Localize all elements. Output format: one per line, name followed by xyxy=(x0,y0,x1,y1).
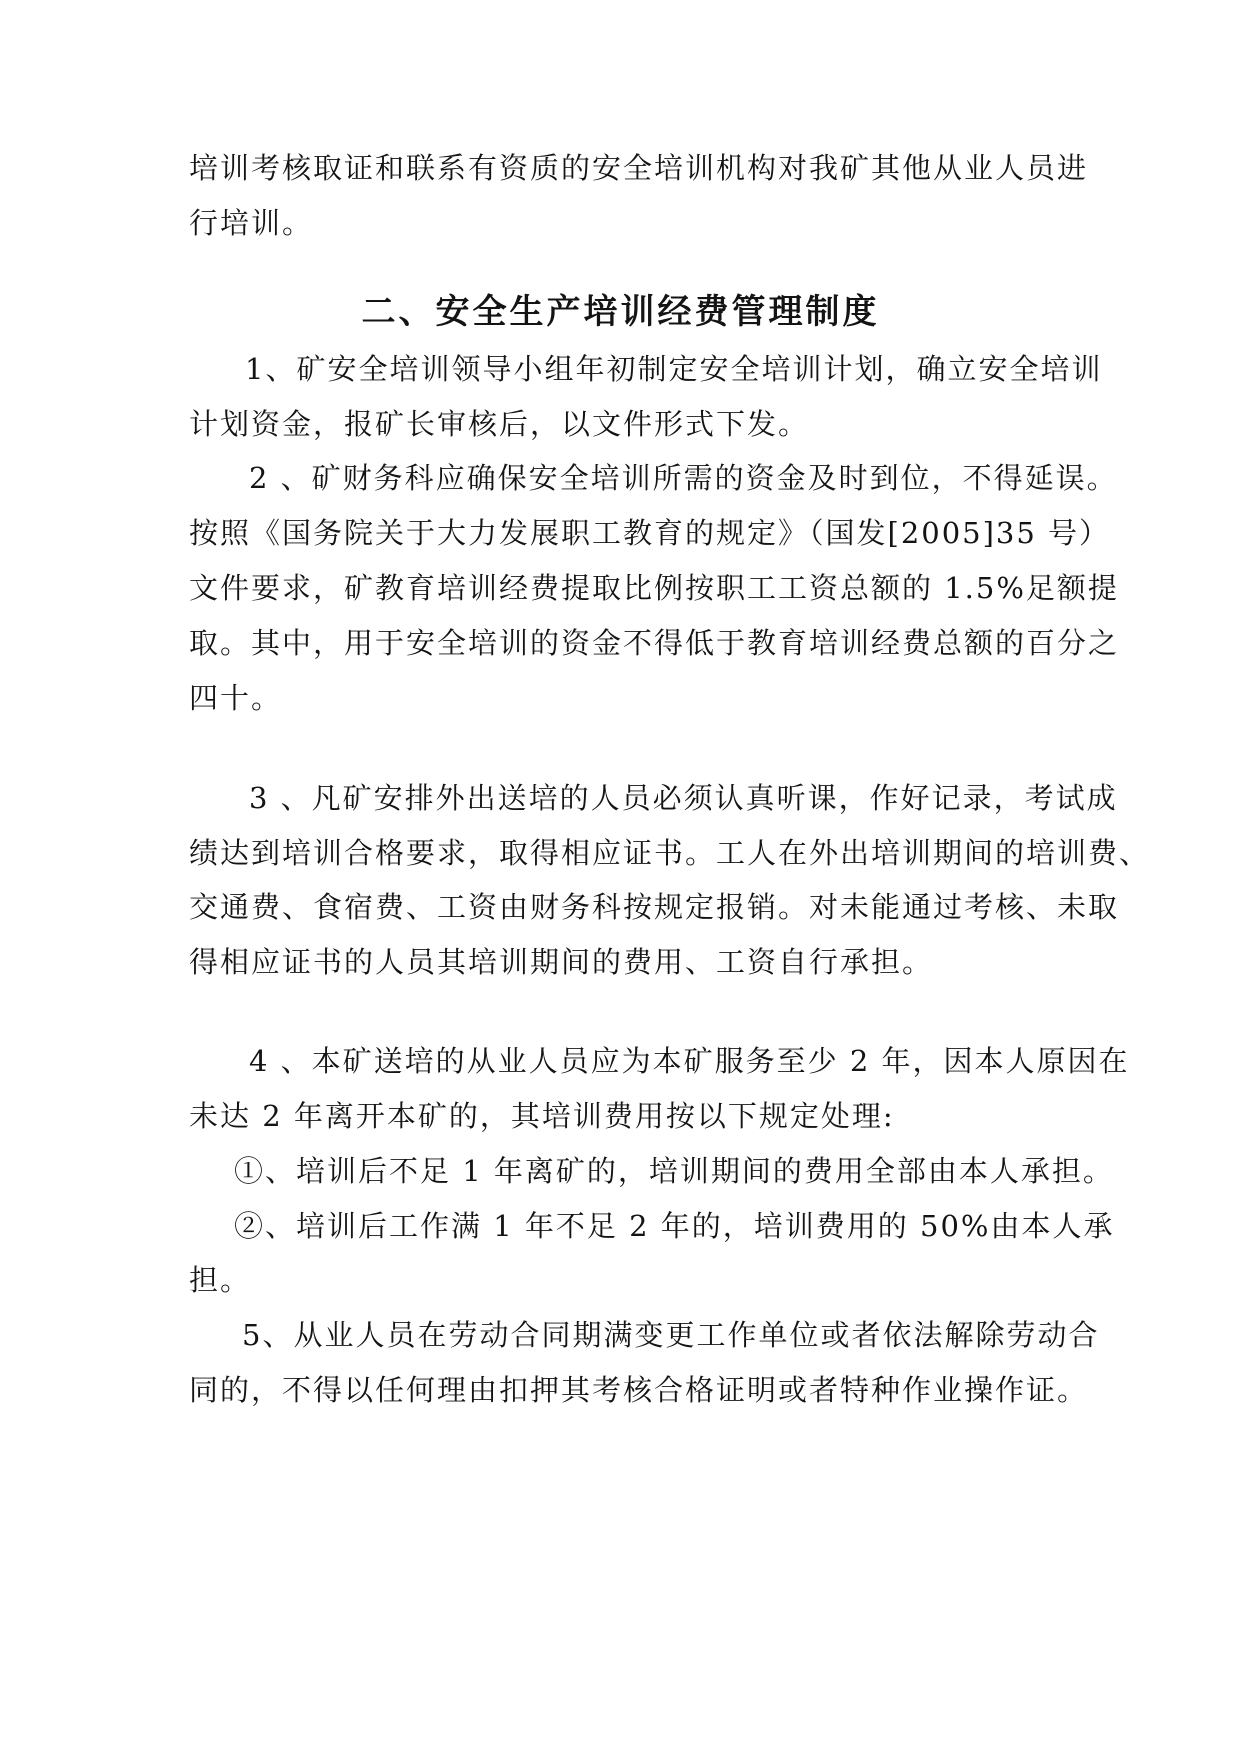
paragraph-3-line: 得相应证书的人员其培训期间的费用、工资自行承担。 xyxy=(189,945,934,979)
paragraph-3-line: 绩达到培训合格要求，取得相应证书。工人在外出培训期间的培训费、 xyxy=(189,836,1151,870)
paragraph-2-line: 四十。 xyxy=(189,681,283,715)
list-item-2-continuation: 担。 xyxy=(189,1263,252,1297)
paragraph-3-line: 交通费、食宿费、工资由财务科按规定报销。对未能通过考核、未取 xyxy=(189,890,1120,924)
paragraph-4-line: 未达 2 年离开本矿的，其培训费用按以下规定处理: xyxy=(189,1099,895,1133)
paragraph-1-line: 1、矿安全培训领导小组年初制定安全培训计划，确立安全培训 xyxy=(245,352,1103,386)
body-line: 行培训。 xyxy=(189,206,314,240)
paragraph-4-line: 4 、本矿送培的从业人员应为本矿服务至少 2 年，因本人原因在 xyxy=(249,1044,1130,1078)
section-heading: 二、安全生产培训经费管理制度 xyxy=(361,292,880,332)
paragraph-2-line: 取。其中，用于安全培训的资金不得低于教育培训经费总额的百分之 xyxy=(189,626,1120,660)
list-item-2: ②、培训后工作满 1 年不足 2 年的，培训费用的 50%由本人承 xyxy=(234,1209,1115,1243)
paragraph-2-line: 2 、矿财务科应确保安全培训所需的资金及时到位，不得延误。 xyxy=(249,461,1118,495)
paragraph-1-line: 计划资金，报矿长审核后，以文件形式下发。 xyxy=(189,407,810,441)
paragraph-2-line: 文件要求，矿教育培训经费提取比例按职工工资总额的 1.5%足额提 xyxy=(189,571,1119,605)
list-item-1: ①、培训后不足 1 年离矿的，培训期间的费用全部由本人承担。 xyxy=(234,1154,1114,1188)
paragraph-5-line: 同的，不得以任何理由扣押其考核合格证明或者特种作业操作证。 xyxy=(189,1373,1089,1407)
paragraph-5-line: 5、从业人员在劳动合同期满变更工作单位或者依法解除劳动合 xyxy=(242,1318,1100,1352)
body-line: 培训考核取证和联系有资质的安全培训机构对我矿其他从业人员进 xyxy=(189,151,1089,185)
paragraph-2-line: 按照《国务院关于大力发展职工教育的规定》（国发[2005]35 号） xyxy=(189,516,1111,550)
paragraph-3-line: 3 、凡矿安排外出送培的人员必须认真听课，作好记录，考试成 xyxy=(249,781,1118,815)
